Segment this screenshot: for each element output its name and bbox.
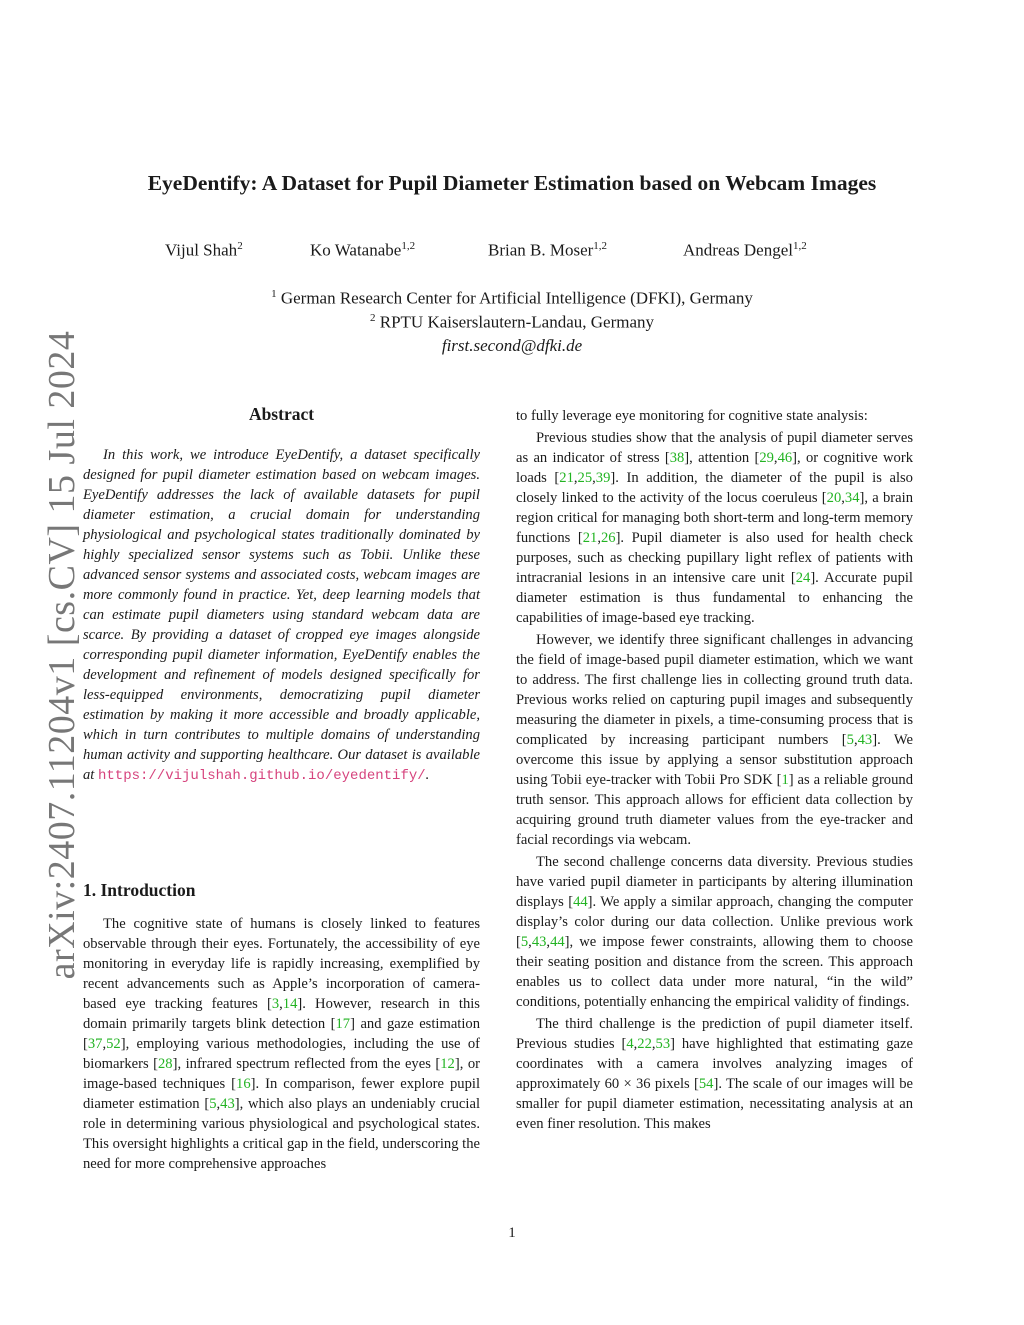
author xyxy=(310,240,415,261)
author xyxy=(683,240,807,261)
affiliation xyxy=(0,288,1024,309)
affiliation-text: German Research Center for Artificial Intelligence (DFKI), Germany xyxy=(280,288,753,308)
author-affil: 1,2 xyxy=(793,240,807,252)
citation[interactable]: 44 xyxy=(573,894,588,910)
arxiv-identifier: arXiv:2407.11204v1 [cs.CV] 15 Jul 2024 xyxy=(41,330,83,980)
citation[interactable]: 38 xyxy=(669,450,685,466)
citation[interactable]: 21 xyxy=(559,470,574,486)
intro-continuation: to fully leverage eye monitoring for cognitive state analysis: xyxy=(516,408,868,424)
author-affil: 1,2 xyxy=(593,240,608,252)
affiliation xyxy=(0,312,1024,333)
paper-title: EyeDentify: A Dataset for Pupil Diameter Estimation based on Webcam Images xyxy=(147,171,877,195)
citation[interactable]: 43 xyxy=(531,934,547,950)
citation[interactable]: 4 xyxy=(626,1036,634,1052)
citation[interactable]: 44 xyxy=(550,934,565,950)
abstract-heading: Abstract xyxy=(248,404,315,424)
citation[interactable]: 20 xyxy=(826,490,842,506)
affiliation-text: RPTU Kaiserslautern-Landau, Germany xyxy=(379,312,655,332)
introduction-column-left xyxy=(83,914,480,1176)
citation[interactable]: 1 xyxy=(781,772,789,788)
author-list xyxy=(0,240,1024,264)
citation[interactable]: 22 xyxy=(637,1036,652,1052)
abstract-end: . xyxy=(425,767,430,783)
citation[interactable]: 46 xyxy=(777,450,793,466)
affiliation-mark: 2 xyxy=(369,312,376,324)
author xyxy=(488,240,607,261)
citation[interactable]: 34 xyxy=(844,490,860,506)
page-number: 1 xyxy=(508,1225,516,1241)
citation[interactable]: 25 xyxy=(577,470,593,486)
citation[interactable]: 5 xyxy=(209,1096,217,1112)
author-name: Ko Watanabe xyxy=(310,240,402,260)
citation[interactable]: 21 xyxy=(582,530,598,546)
introduction-heading: 1. Introduction xyxy=(83,880,196,900)
intro-paragraph-2: Previous studies show that the analysis of pupil diameter serves as an indicator of stress [38], attention [29,46], or cognitive work loads [21,25,39]. In addition, the diameter of the pupil is also closely linked to the activity of the locus coeruleus [20,34], a brain region critical for managing both short-term and long-term memory functions [21,26]. Pupil diameter is also used for health check purposes, such as checking pupillary light reflex of patients with intracranial lesions in an intensive care unit [24]. Accurate pupil diameter estimation is thus fundamental to enhancing the capabilities of image-based eye tracking. xyxy=(516,430,913,626)
author-name: Andreas Dengel xyxy=(683,240,793,260)
author-name: Vijul Shah xyxy=(165,240,238,260)
citation[interactable]: 43 xyxy=(220,1096,235,1112)
citation[interactable]: 54 xyxy=(698,1076,714,1092)
citation[interactable]: 28 xyxy=(158,1056,173,1072)
citation[interactable]: 5 xyxy=(520,934,529,950)
citation[interactable]: 3 xyxy=(271,996,280,1012)
citation[interactable]: 29 xyxy=(759,450,774,466)
intro-paragraph-3: However, we identify three significant challenges in advancing the field of image-based pupil diameter estimation, which we want to address. The first challenge lies in collecting ground truth data. Previous works relied on capturing pupil images and subsequently measuring the diameter in pixels, a time-consuming process that is complicated by increasing participant numbers [5,43]. We overcome this issue by applying a sensor substitution approach using Tobii eye-tracker with Tobii Pro SDK [1] as a reliable ground truth sensor. This approach allows for efficient data collection by acquiring ground truth diameter values from the eye-tracker and facial recordings via webcam. xyxy=(516,632,913,848)
affiliation-mark: 1 xyxy=(271,288,277,300)
author-affil: 2 xyxy=(237,240,243,252)
abstract-body: In this work, we introduce EyeDentify, a dataset specifically designed for pupil diameter estimation based on webcam images. EyeDentify addresses the lack of available datasets for pupil diameter estimation, a crucial domain for understanding physiological and psychological states traditionally dominated by highly specialized sensor systems such as Tobii. Unlike these advanced sensor systems and associated costs, webcam images are more commonly found in practice. Yet, deep learning models that can estimate pupil diameters using standard webcam data are scarce. By providing a dataset of cropped eye images alongside corresponding pupil diameter information, EyeDentify enables the development and refinement of models designed specifically for less-equipped environments, democratizing pupil diameter estimation by making it more accessible and broadly applicable, which in turn contributes to multiple domains of understanding human activity and supporting healthcare. Our dataset is available at xyxy=(83,447,480,783)
author-affil: 1,2 xyxy=(401,240,416,252)
citation[interactable]: 52 xyxy=(106,1036,121,1052)
dataset-link[interactable]: https://vijulshah.github.io/eyedentify/ xyxy=(98,768,426,784)
abstract-text xyxy=(83,445,480,786)
citation[interactable]: 26 xyxy=(600,530,616,546)
citation[interactable]: 37 xyxy=(87,1036,103,1052)
citation[interactable]: 24 xyxy=(795,570,811,586)
introduction-column-right xyxy=(516,406,913,1136)
citation[interactable]: 53 xyxy=(655,1036,671,1052)
citation[interactable]: 43 xyxy=(857,732,873,748)
citation[interactable]: 14 xyxy=(282,996,298,1012)
contact-email: first.second@dfki.de xyxy=(441,336,583,355)
citation[interactable]: 39 xyxy=(595,470,611,486)
intro-paragraph-4: The second challenge concerns data diversity. Previous studies have varied pupil diameter in participants by altering illumination displays [44]. We apply a similar approach, changing the computer display’s color during our data collection. Unlike previous work [5,43,44], we impose fewer constraints, allowing them to choose their seating position and distance from the screen. This approach enables us to collect data under more natural, “in the wild” conditions, potentially enhancing the empirical validity of findings. xyxy=(516,854,913,1010)
citation[interactable]: 16 xyxy=(236,1076,251,1092)
citation[interactable]: 17 xyxy=(335,1016,351,1032)
author-name: Brian B. Moser xyxy=(488,240,594,260)
intro-paragraph-1: The cognitive state of humans is closely linked to features observable through their eyes. Fortunately, the accessibility of eye monitoring in everyday life is rapidly increasing, exemplified by recent advancements such as Apple’s incorporation of camera-based eye tracking features [3,14]. However, research in this domain primarily targets blink detection [17] and gaze estimation [37,52], employing various methodologies, including the use of biomarkers [28], infrared spectrum reflected from the eyes [12], or image-based techniques [16]. In comparison, fewer explore pupil diameter estimation [5,43], which also plays an undeniably crucial role in determining various physiological and psychological states. This oversight highlights a critical gap in the field, underscoring the need for more comprehensive approaches xyxy=(83,916,481,1172)
citation[interactable]: 5 xyxy=(846,732,854,748)
citation[interactable]: 12 xyxy=(440,1056,455,1072)
intro-paragraph-5: The third challenge is the prediction of pupil diameter itself. Previous studies [4,22,53] have highlighted that estimating gaze coordinates with a camera involves analyzing images of approximately 60 × 36 pixels [54]. The scale of our images will be smaller for pupil diameter estimation, necessitating analysis at an even finer resolution. This makes xyxy=(516,1016,913,1132)
author xyxy=(165,240,243,261)
